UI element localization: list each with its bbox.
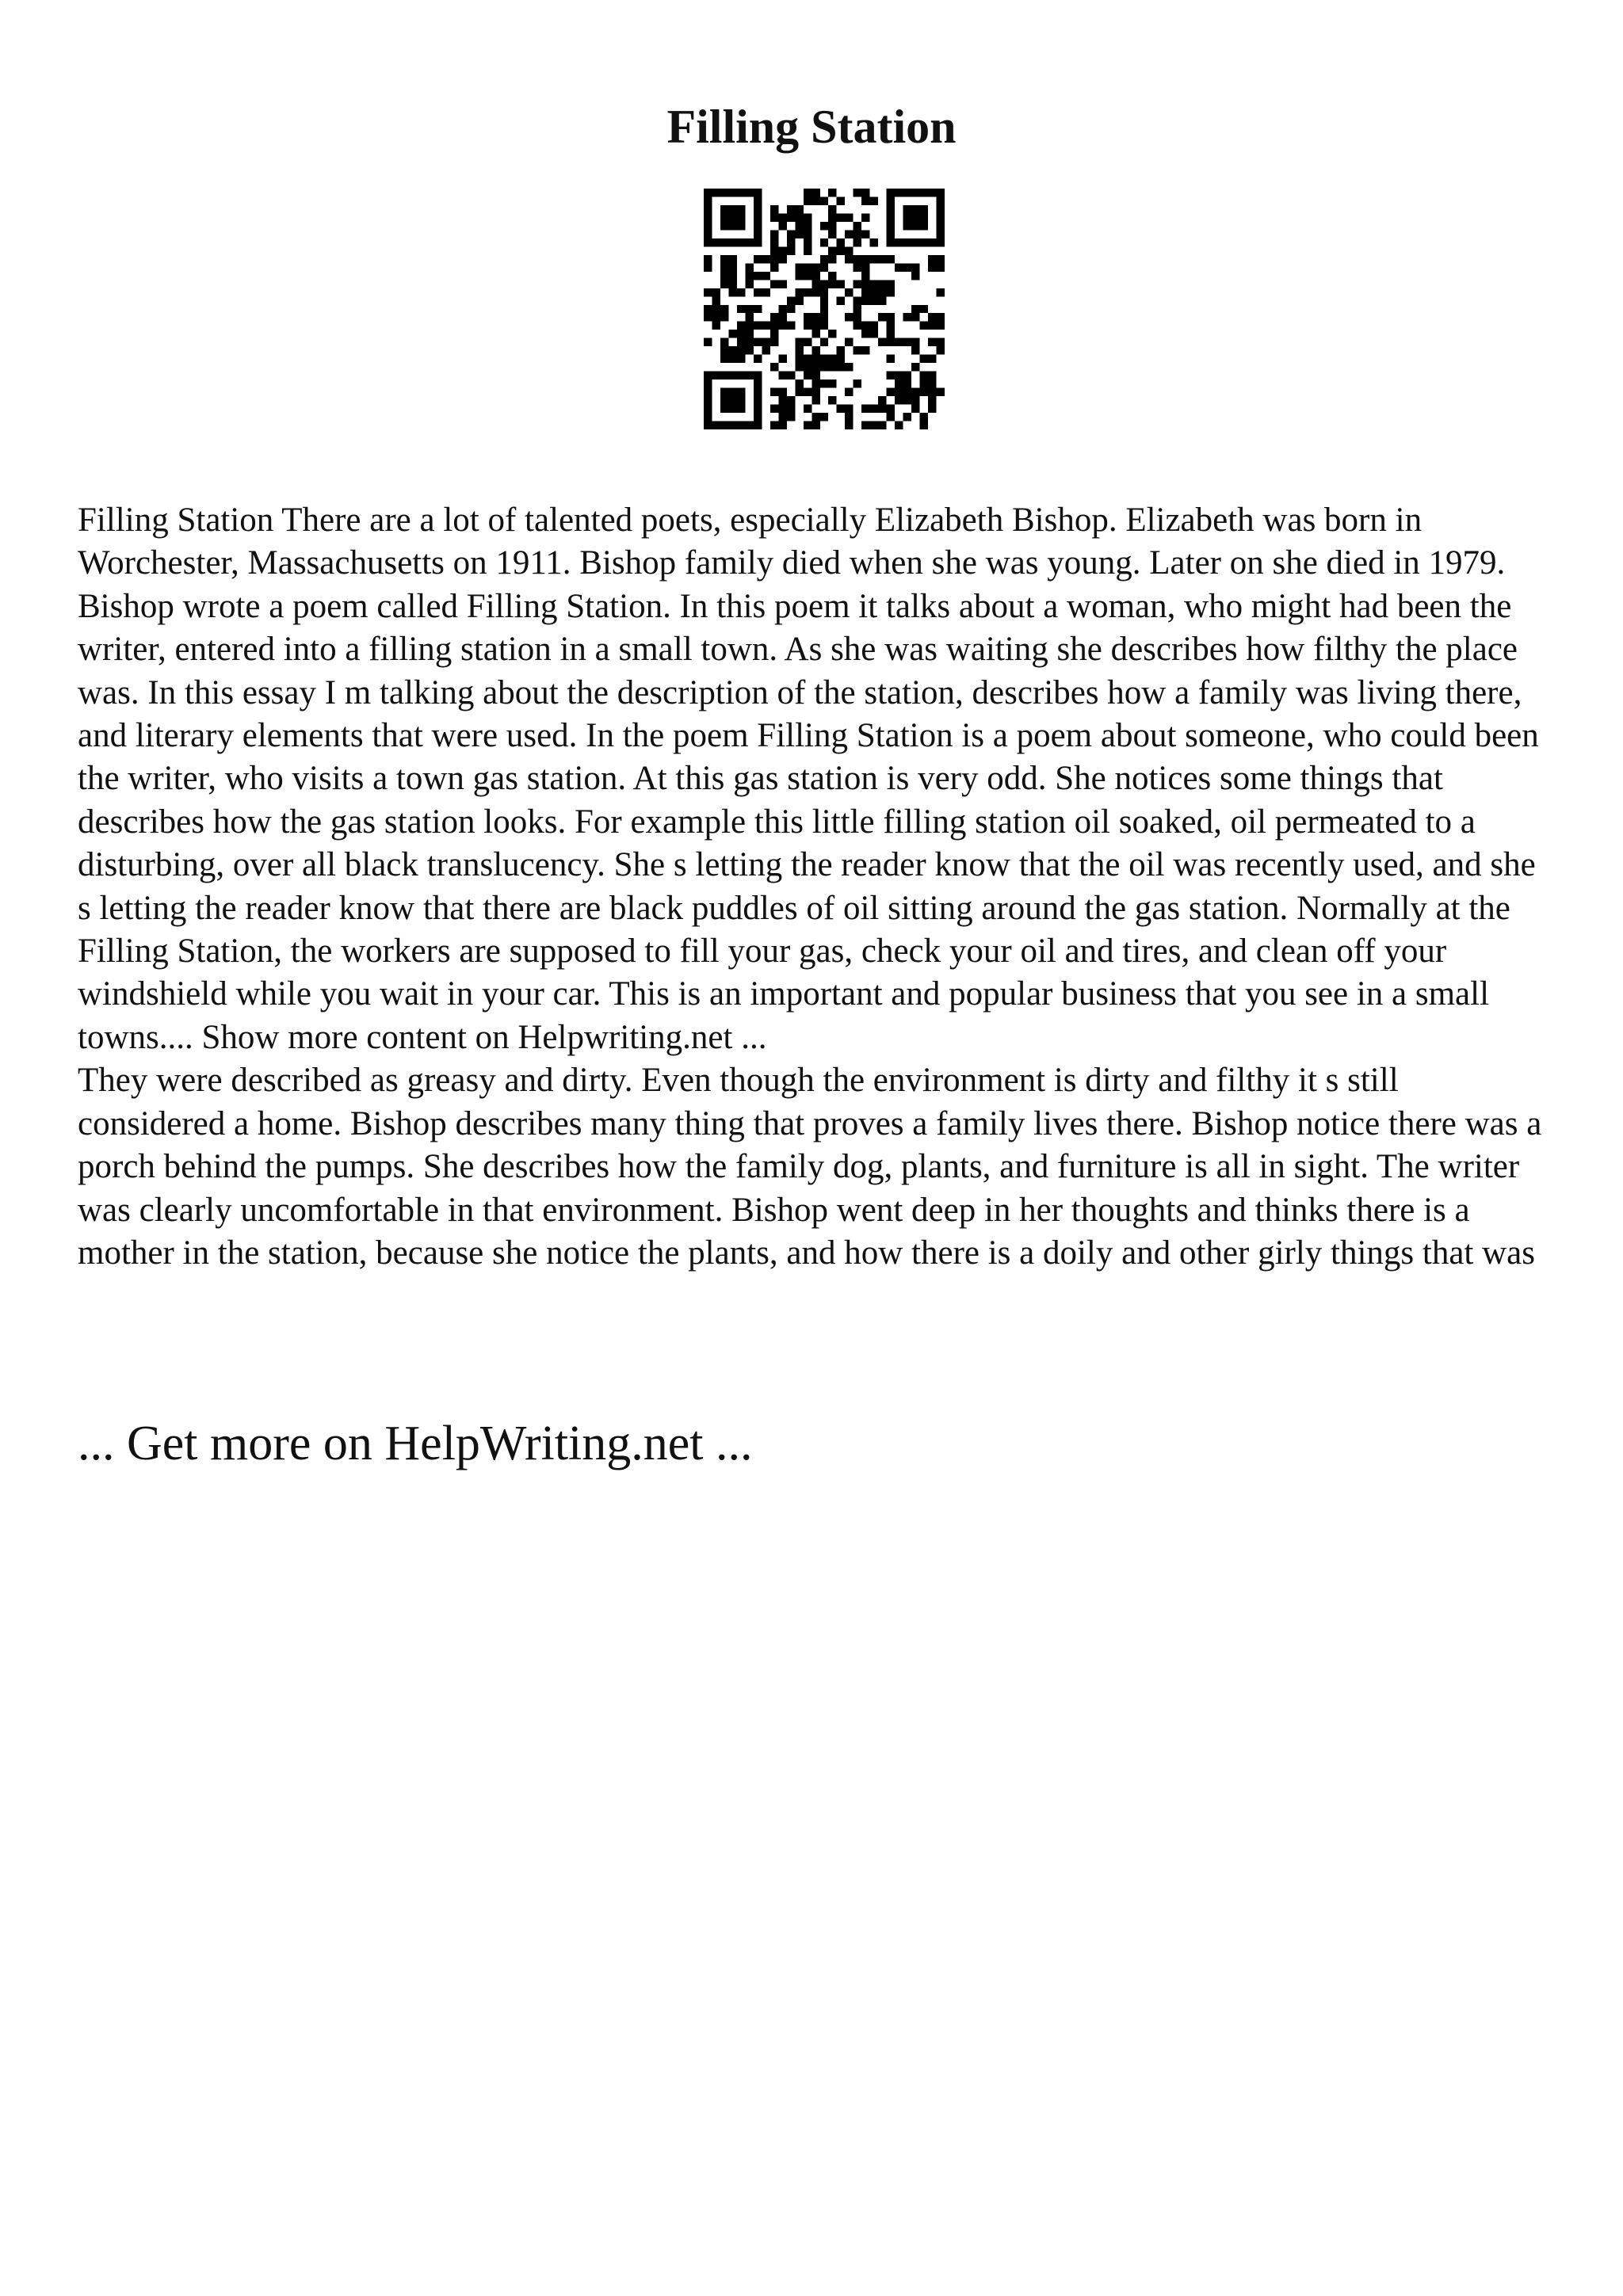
essay-paragraph: Filling Station There are a lot of talented poets, especially Elizabeth Bishop. Elizabeth was born in Worchester, Massachusetts on 1911. Bishop family died when she was young. Later on she died in 1979. Bishop wrote a poem called Filling Station. In this poem it talks about a woman, who might had been the writer, entered into a filling station in a small town. As she was waiting she describes how filthy the place was. In this essay I m talking about the description of the station, describes how a family was living there, and literary elements that were used. In the poem Filling Station is a poem about someone, who could been the writer, who visits a town gas station. At this gas station is very odd. She notices some things that describes how the gas station looks. For example this little filling station oil soaked, oil permeated to a disturbing, over all black translucency. She s letting the reader know that the oil was recently used, and she s letting the reader know that there are black puddles of oil sitting around the gas station. Normally at the Filling Station, the workers are supposed to fill your gas, check your oil and tires, and clean off your windshield while you wait in your car. This is an important and popular business that you see in a small towns.... Show more content on Helpwriting.net ... bbox=[78, 502, 1539, 1056]
qr-code-icon bbox=[704, 189, 945, 429]
essay-body bbox=[78, 499, 1552, 1275]
document-title: Filling Station bbox=[666, 101, 957, 153]
essay-paragraph: They were described as greasy and dirty. Even though the environment is dirty and filthy it s still considered a home. Bishop describes many thing that proves a family lives there. Bishop notice there was a porch behind the pumps. She describes how the family dog, plants, and furniture is all in sight. The writer was clearly uncomfortable in that environment. Bishop went deep in her thoughts and thinks there is a mother in the station, because she notice the plants, and how there is a doily and other girly things that was bbox=[78, 1062, 1542, 1272]
get-more-link[interactable]: ... Get more on HelpWriting.net ... bbox=[78, 1417, 753, 1470]
